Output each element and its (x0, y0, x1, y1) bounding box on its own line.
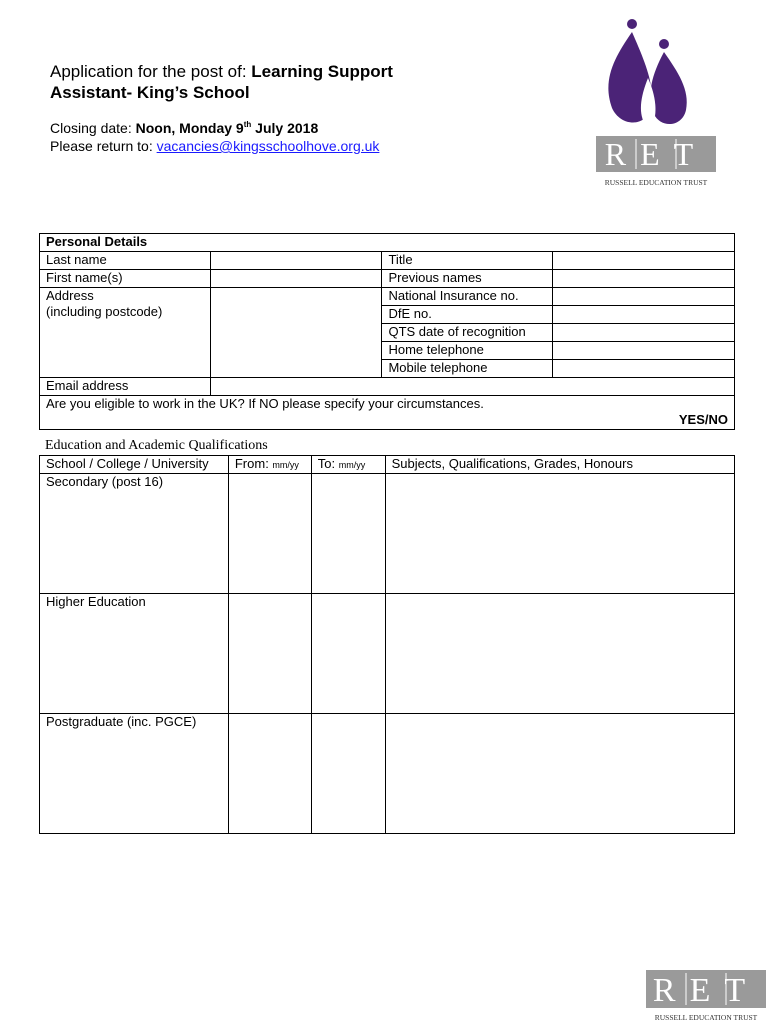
application-title: Application for the post of: Learning Support Assistant- King’s School (50, 62, 393, 102)
input-previous-names[interactable] (553, 270, 735, 288)
input-postgrad-subjects[interactable] (385, 714, 734, 834)
return-email-link[interactable]: vacancies@kingsschoolhove.org.uk (156, 138, 380, 154)
label-qts: QTS date of recognition (382, 324, 553, 342)
label-first-names: First name(s) (40, 270, 211, 288)
footer-logo-caption: RUSSELL EDUCATION TRUST (654, 1013, 758, 1022)
education-table (39, 455, 735, 834)
label-email: Email address (40, 378, 211, 396)
input-email[interactable] (210, 378, 734, 396)
input-secondary-from[interactable] (228, 474, 311, 594)
input-secondary-to[interactable] (311, 474, 385, 594)
logo-letters: RET (604, 136, 708, 172)
input-postgrad-from[interactable] (228, 714, 311, 834)
input-dfe-no[interactable] (553, 306, 735, 324)
col-from: From: mm/yy (228, 456, 311, 474)
closing-info: Closing date: Noon, Monday 9th July 2018 Please return to: vacancies@kingsschoolhove.org.uk (50, 120, 380, 154)
input-address[interactable] (210, 288, 382, 378)
eligibility-row[interactable] (40, 396, 735, 430)
label-home-tel: Home telephone (382, 342, 553, 360)
input-postgrad-to[interactable] (311, 714, 385, 834)
input-qts[interactable] (553, 324, 735, 342)
eligibility-question: Are you eligible to work in the UK? If NO please specify your circumstances. (46, 396, 484, 411)
row-label-secondary: Secondary (post 16) (40, 474, 229, 594)
label-title: Title (382, 252, 553, 270)
col-school: School / College / University (40, 456, 229, 474)
logo-caption: RUSSELL EDUCATION TRUST (604, 178, 708, 187)
label-ni-no: National Insurance no. (382, 288, 553, 306)
ret-logo-footer (646, 968, 766, 1024)
label-address: Address (including postcode) (40, 288, 211, 378)
col-subjects: Subjects, Qualifications, Grades, Honours (385, 456, 734, 474)
input-home-tel[interactable] (553, 342, 735, 360)
input-higher-to[interactable] (311, 594, 385, 714)
label-last-name: Last name (40, 252, 211, 270)
label-dfe-no: DfE no. (382, 306, 553, 324)
input-secondary-subjects[interactable] (385, 474, 734, 594)
ret-logo (596, 18, 716, 190)
personal-details-table (39, 233, 735, 430)
label-previous-names: Previous names (382, 270, 553, 288)
row-label-postgraduate: Postgraduate (inc. PGCE) (40, 714, 229, 834)
personal-details-heading: Personal Details (40, 234, 735, 252)
input-higher-subjects[interactable] (385, 594, 734, 714)
input-mobile-tel[interactable] (553, 360, 735, 378)
flame-icon (608, 19, 686, 126)
input-ni-no[interactable] (553, 288, 735, 306)
education-heading: Education and Academic Qualifications (45, 438, 268, 453)
input-title[interactable] (553, 252, 735, 270)
input-last-name[interactable] (210, 252, 382, 270)
label-mobile-tel: Mobile telephone (382, 360, 553, 378)
row-label-higher-education: Higher Education (40, 594, 229, 714)
footer-logo-letters: RET (652, 972, 760, 1009)
col-to: To: mm/yy (311, 456, 385, 474)
input-higher-from[interactable] (228, 594, 311, 714)
yes-no-option[interactable]: YES/NO (678, 412, 728, 427)
input-first-names[interactable] (210, 270, 382, 288)
